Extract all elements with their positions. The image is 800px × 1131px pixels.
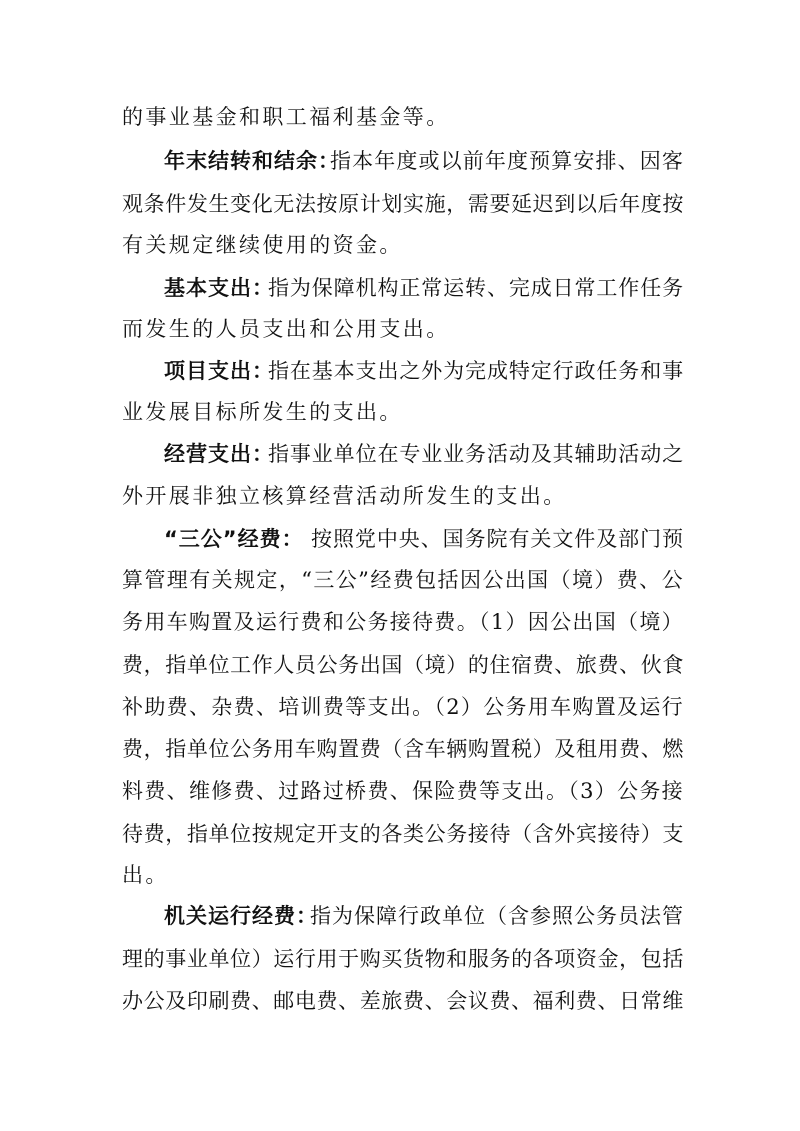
term-heading: 经营支出： <box>164 442 274 466</box>
paragraph-line <box>0 309 800 349</box>
paragraph-line <box>0 645 800 685</box>
body-text: 料费、维修费、过路过桥费、保险费等支出。（3）公务接 <box>122 779 684 803</box>
body-text: 理的事业单位）运行用于购买货物和服务的各项资金，包括 <box>122 947 684 971</box>
term-heading: 年末结转和结余： <box>164 149 340 173</box>
body-text: 指为保障机构正常运转、完成日常工作任务 <box>268 276 684 300</box>
paragraph-line <box>0 351 800 391</box>
term-heading: 项目支出： <box>164 359 274 383</box>
paragraph-line <box>0 939 800 979</box>
paragraph-line <box>0 687 800 727</box>
body-text: 费，指单位工作人员公务出国（境）的住宿费、旅费、伙食 <box>122 653 684 677</box>
paragraph-line <box>0 476 800 516</box>
paragraph-line <box>0 981 800 1021</box>
paragraph-line <box>0 225 800 265</box>
paragraph-line <box>0 602 800 642</box>
body-text: 外开展非独立核算经营活动所发生的支出。 <box>122 484 567 508</box>
body-text: 补助费、杂费、培训费等支出。（2）公务用车购置及运行 <box>122 695 684 719</box>
paragraph-line <box>0 434 800 474</box>
term-heading: “三公”经费： <box>164 527 304 551</box>
body-text: 观条件发生变化无法按原计划实施，需要延迟到以后年度按 <box>122 192 684 216</box>
body-text: 务用车购置及运行费和公务接待费。（1）因公出国（境） <box>122 610 684 634</box>
body-text: 出。 <box>122 863 169 887</box>
paragraph-line <box>0 896 800 936</box>
paragraph-line <box>0 814 800 854</box>
term-heading: 基本支出： <box>164 276 274 300</box>
paragraph-line <box>0 771 800 811</box>
paragraph-line <box>0 560 800 600</box>
paragraph-line <box>0 729 800 769</box>
body-text: 业发展目标所发生的支出。 <box>122 400 403 424</box>
body-text: 指为保障行政单位（含参照公务员法管 <box>310 904 684 928</box>
body-text: 指本年度或以前年度预算安排、因客 <box>330 149 684 173</box>
body-text: 指事业单位在专业业务活动及其辅助活动之 <box>268 442 684 466</box>
body-text: 费，指单位公务用车购置费（含车辆购置税）及租用费、燃 <box>122 737 684 761</box>
paragraph-line <box>0 392 800 432</box>
body-text: 算管理有关规定，“三公”经费包括因公出国（境）费、公 <box>122 568 684 592</box>
body-text: 有关规定继续使用的资金。 <box>122 233 403 257</box>
body-text: 办公及印刷费、邮电费、差旅费、会议费、福利费、日常维 <box>122 989 684 1013</box>
paragraph-line <box>0 184 800 224</box>
body-text: 待费，指单位按规定开支的各类公务接待（含外宾接待）支 <box>122 822 684 846</box>
paragraph-line <box>0 855 800 895</box>
body-text: 指在基本支出之外为完成特定行政任务和事 <box>268 359 684 383</box>
paragraph-line <box>0 97 800 137</box>
paragraph-line <box>0 141 800 181</box>
paragraph-line <box>0 268 800 308</box>
body-text: 而发生的人员支出和公用支出。 <box>122 317 450 341</box>
term-heading: 机关运行经费： <box>164 904 318 928</box>
body-text: 的事业基金和职工福利基金等。 <box>122 105 450 129</box>
paragraph-line <box>0 519 800 559</box>
body-text: 按照党中央、国务院有关文件及部门预 <box>311 527 684 551</box>
